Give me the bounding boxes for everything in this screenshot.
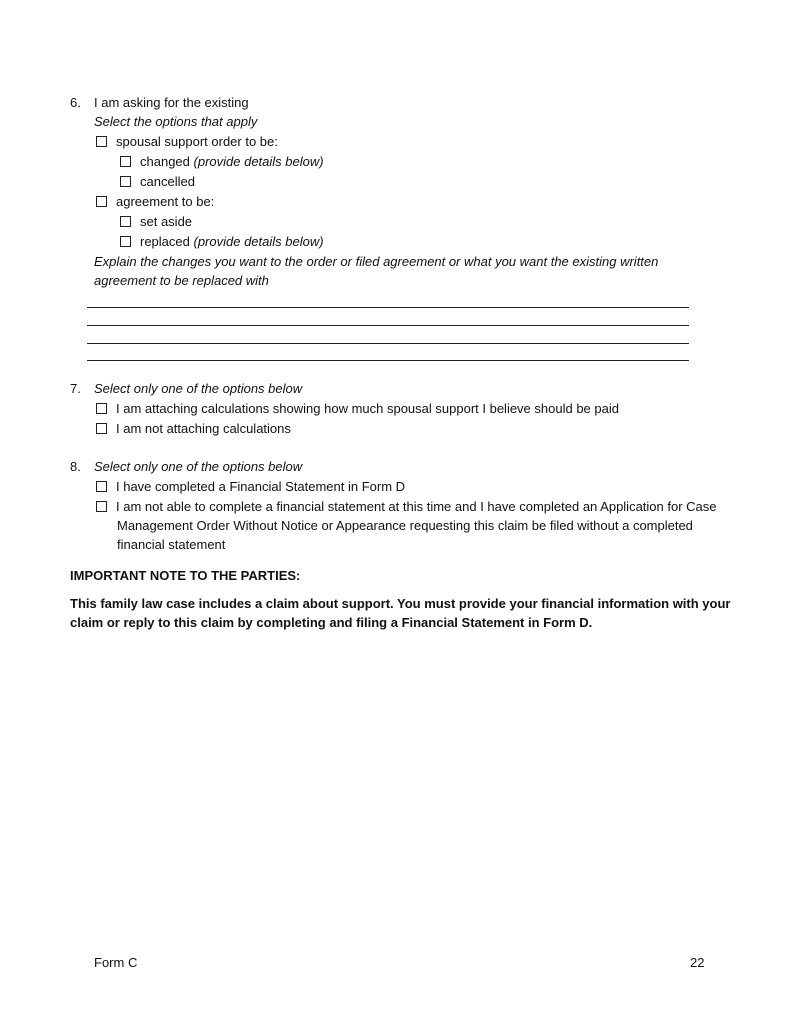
footer-page-number: 22 (690, 955, 705, 970)
option-note: (provide details below) (193, 234, 324, 249)
q6-option-changed[interactable] (120, 152, 324, 172)
q6-option-agreement[interactable] (96, 192, 214, 212)
q6-instruction: Select the options that apply (94, 114, 258, 129)
checkbox[interactable] (96, 136, 107, 147)
q7-option-attaching[interactable] (96, 399, 619, 419)
checkbox[interactable] (96, 403, 107, 414)
q8-option-not-able-line-3: financial statement (117, 537, 226, 552)
checkbox[interactable] (96, 196, 107, 207)
checkbox[interactable] (96, 481, 107, 492)
q6-text: I am asking for the existing (94, 95, 249, 110)
q7-instruction: Select only one of the options below (94, 381, 303, 396)
checkbox[interactable] (120, 236, 131, 247)
option-label: cancelled (140, 174, 195, 189)
footer-form-label: Form C (94, 955, 138, 970)
option-label: I am attaching calculations showing how much spousal support I believe should be paid (116, 401, 619, 416)
checkbox[interactable] (120, 176, 131, 187)
q8-option-not-able-line-2: Management Order Without Notice or Appearance requesting this claim be filed without a completed (117, 518, 693, 533)
q6-option-set-aside[interactable] (120, 212, 192, 232)
answer-line[interactable] (87, 325, 689, 326)
option-label: replaced (140, 234, 190, 249)
answer-line[interactable] (87, 360, 689, 361)
q6-option-cancelled[interactable] (120, 172, 195, 192)
answer-line[interactable] (87, 307, 689, 308)
q8-instruction: Select only one of the options below (94, 459, 303, 474)
option-label: agreement to be: (116, 194, 215, 209)
option-label: I am not attaching calculations (116, 421, 291, 436)
option-label: changed (140, 154, 190, 169)
q6-number: 6. (70, 95, 81, 110)
important-note-heading: IMPORTANT NOTE TO THE PARTIES: (70, 568, 301, 583)
checkbox[interactable] (120, 156, 131, 167)
q8-option-completed[interactable] (96, 477, 405, 497)
checkbox[interactable] (120, 216, 131, 227)
answer-line[interactable] (87, 343, 689, 344)
option-label: spousal support order to be: (116, 134, 278, 149)
important-note-body-line-1: This family law case includes a claim about support. You must provide your financial information with your (70, 596, 731, 611)
option-note: (provide details below) (193, 154, 324, 169)
option-label: I have completed a Financial Statement in Form D (116, 479, 406, 494)
q6-option-spousal[interactable] (96, 132, 278, 152)
option-label: I am not able to complete a financial statement at this time and I have completed an Application for Case (116, 499, 717, 514)
option-label: set aside (140, 214, 193, 229)
q7-number: 7. (70, 381, 81, 396)
q8-option-not-able[interactable] (96, 497, 717, 517)
q7-option-not-attaching[interactable] (96, 419, 291, 439)
q6-option-replaced[interactable] (120, 232, 324, 252)
checkbox[interactable] (96, 501, 107, 512)
checkbox[interactable] (96, 423, 107, 434)
q6-explain-line-2: agreement to be replaced with (94, 273, 269, 288)
q6-explain-line-1: Explain the changes you want to the order or filed agreement or what you want the existing written (94, 254, 659, 269)
q8-number: 8. (70, 459, 81, 474)
important-note-body-line-2: claim or reply to this claim by completing and filing a Financial Statement in Form D. (70, 615, 593, 630)
